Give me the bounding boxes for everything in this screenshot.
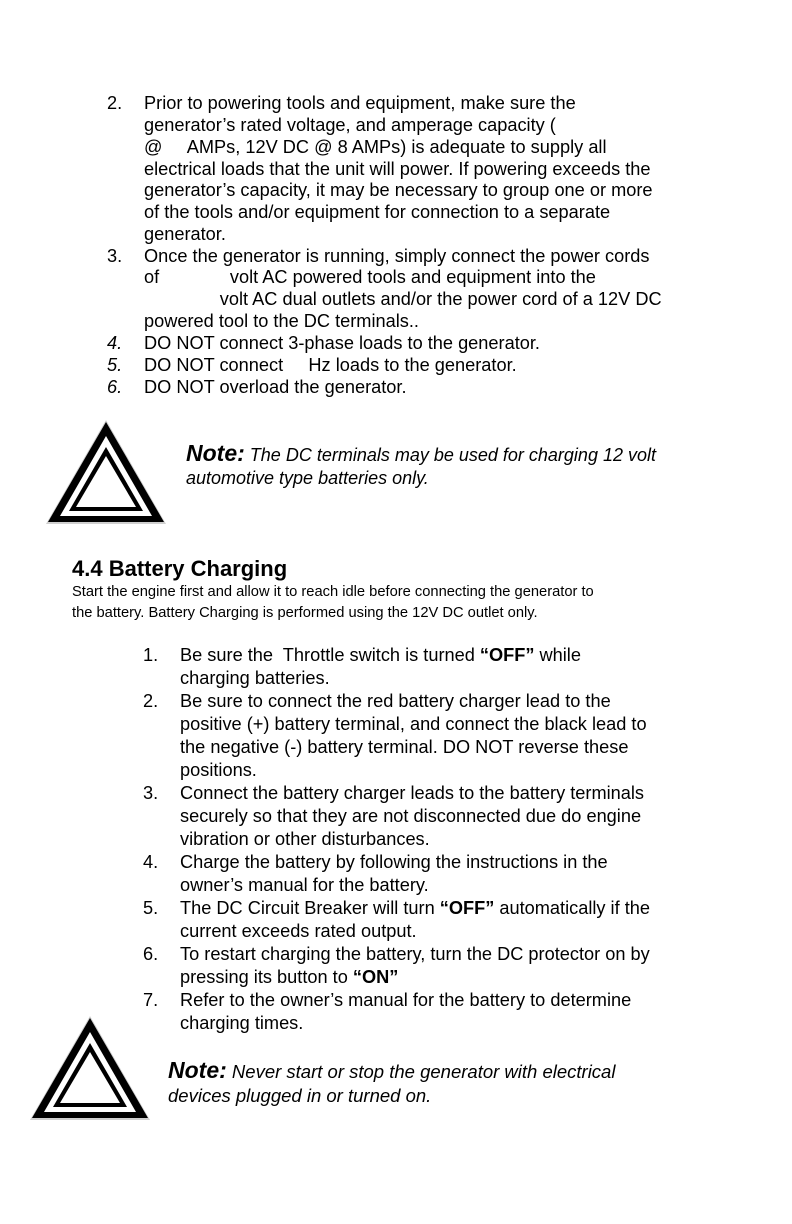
list-number: 2.: [107, 93, 123, 113]
list-text-line: volt AC dual outlets and/or the power cord of a 12V DC: [144, 289, 662, 309]
list-text-line: the negative (-) battery terminal. DO NOT reverse these: [180, 737, 629, 757]
section-intro-line: Start the engine first and allow it to reach idle before connecting the generator to: [72, 584, 594, 600]
text-span: The DC Circuit Breaker will turn: [180, 898, 440, 918]
list-text-line: Charge the battery by following the instructions in the: [180, 852, 608, 872]
list-text-line: [180, 897, 720, 920]
warning-triangle-icon: [44, 418, 168, 528]
list-text-line: positions.: [180, 760, 257, 780]
note-line-1: [168, 1057, 615, 1084]
warning-triangle-icon: [28, 1014, 152, 1124]
note-text: Never start or stop the generator with electrical: [231, 1061, 616, 1082]
list-text-line: of the tools and/or equipment for connection to a separate: [144, 202, 611, 222]
list-text-line: positive (+) battery terminal, and connect the black lead to: [180, 714, 647, 734]
list-text-line: DO NOT connect 3-phase loads to the generator.: [144, 333, 540, 353]
note-label: Note:: [168, 1057, 227, 1083]
list-number: 4.: [143, 852, 159, 872]
list-text-line: [180, 966, 720, 989]
list-number: 6.: [107, 377, 123, 397]
list-text-line: Prior to powering tools and equipment, make sure the: [144, 93, 576, 113]
list-number: 1.: [143, 645, 159, 665]
list-number: 3.: [107, 246, 123, 266]
text-span: while: [534, 645, 581, 665]
list-text-line: powered tool to the DC terminals..: [144, 311, 419, 331]
list-text-line: of volt AC powered tools and equipment into the: [144, 267, 596, 287]
text-span: pressing its button to: [180, 967, 353, 987]
list-text-line: securely so that they are not disconnected due do engine: [180, 806, 642, 826]
list-text-line: Refer to the owner’s manual for the battery to determine: [180, 990, 632, 1010]
section-heading: 4.4 Battery Charging: [72, 556, 288, 581]
note-label: Note:: [186, 440, 245, 466]
emphasis: “OFF”: [479, 645, 535, 665]
text-span: Be sure the Throttle switch is turned: [180, 645, 480, 665]
list-text-line: vibration or other disturbances.: [180, 829, 430, 849]
list-text-line: [180, 644, 720, 667]
note-line-2: automotive type batteries only.: [186, 468, 429, 488]
list-text-line: DO NOT connect Hz loads to the generator.: [144, 355, 517, 375]
list-text-line: generator’s rated voltage, and amperage capacity (: [144, 115, 556, 135]
note-text: The DC terminals may be used for charging 12 volt: [249, 445, 656, 465]
note-line-1: [186, 440, 656, 467]
text-span: automatically if the: [494, 898, 650, 918]
list-number: 3.: [143, 783, 159, 803]
list-text-line: charging batteries.: [180, 668, 330, 688]
list-text-line: owner’s manual for the battery.: [180, 875, 429, 895]
section-intro-line: the battery. Battery Charging is performed using the 12V DC outlet only.: [72, 605, 538, 621]
list-text-line: generator’s capacity, it may be necessary to group one or more: [144, 180, 653, 200]
list-text-line: DO NOT overload the generator.: [144, 377, 407, 397]
list-text-line: Once the generator is running, simply connect the power cords: [144, 246, 650, 266]
list-text-line: generator.: [144, 224, 226, 244]
list-text-line: current exceeds rated output.: [180, 921, 417, 941]
list-text-line: To restart charging the battery, turn the DC protector on by: [180, 944, 650, 964]
list-text-line: electrical loads that the unit will power. If powering exceeds the: [144, 159, 651, 179]
list-number: 5.: [107, 355, 123, 375]
list-number: 6.: [143, 944, 159, 964]
emphasis: “OFF”: [439, 898, 495, 918]
emphasis: “ON”: [352, 967, 399, 987]
list-text-line: Connect the battery charger leads to the battery terminals: [180, 783, 645, 803]
list-text-line: @ AMPs, 12V DC @ 8 AMPs) is adequate to supply all: [144, 137, 607, 157]
list-number: 4.: [107, 333, 123, 353]
list-number: 5.: [143, 898, 159, 918]
list-number: 7.: [143, 990, 159, 1010]
list-text-line: charging times.: [180, 1013, 304, 1033]
list-text-line: Be sure to connect the red battery charger lead to the: [180, 691, 611, 711]
note-line-2: devices plugged in or turned on.: [168, 1085, 432, 1106]
list-number: 2.: [143, 691, 159, 711]
